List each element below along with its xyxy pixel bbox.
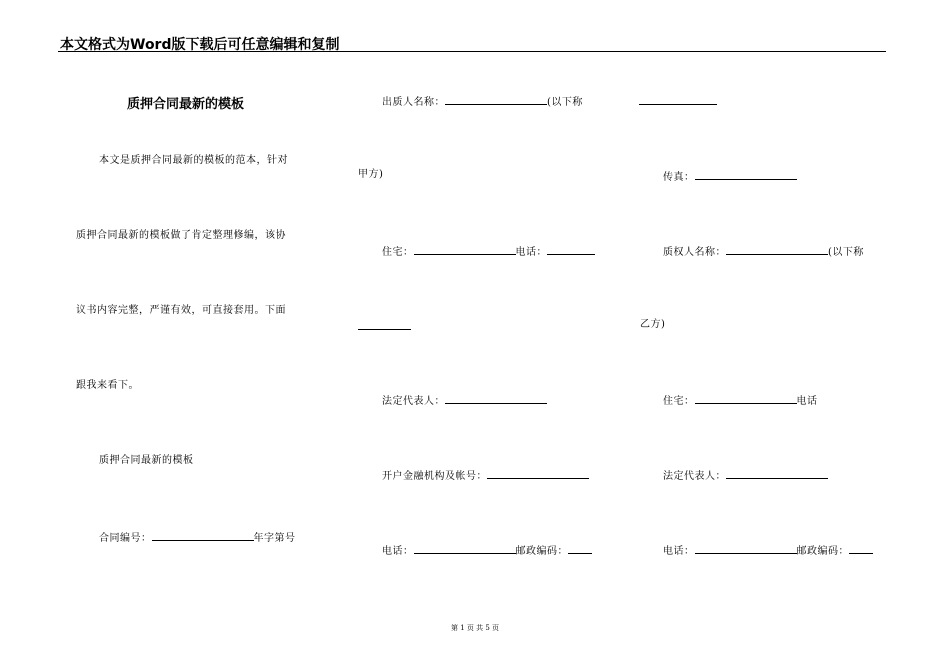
- intro-line-4: 跟我来看下。: [76, 380, 139, 391]
- pledgee-name-label: 质权人名称：: [663, 247, 726, 258]
- pledgee-residence-field: [663, 393, 818, 408]
- phone-blank: [547, 244, 595, 255]
- postcode-blank: [568, 543, 592, 554]
- pledgee-phone-field: [663, 543, 873, 558]
- residence-blank: [695, 393, 797, 404]
- pledgor-phone-field: [382, 543, 592, 558]
- pledgee-legal-rep-field: [663, 468, 828, 483]
- pledgor-name-label: 出质人名称：: [382, 97, 445, 108]
- legal-rep-blank: [726, 468, 828, 479]
- phone-blank: [695, 543, 797, 554]
- residence-phone-suffix: 电话: [796, 396, 818, 407]
- pledgor-legal-rep-field: [382, 393, 547, 408]
- pledgee-name-blank: [726, 244, 828, 255]
- contract-number-label: 合同编号：: [99, 533, 152, 544]
- header-title: 本文格式为Word版下载后可任意编辑和复制: [60, 37, 340, 53]
- intro-line-2: 质押合同最新的模板做了肯定整理修编，该协: [76, 230, 286, 241]
- phone-label: 电话：: [382, 546, 414, 557]
- page-footer: 第 1 页 共 5 页: [450, 624, 500, 632]
- pledgor-name-field: [382, 94, 583, 109]
- legal-rep-label: 法定代表人：: [663, 471, 726, 482]
- header-divider: [58, 51, 886, 52]
- phone-label: 电话：: [515, 247, 547, 258]
- contract-number-suffix: 年字第号: [253, 533, 296, 544]
- party-b-label: 乙方): [640, 319, 666, 330]
- postcode-blank: [849, 543, 873, 554]
- pledgor-name-blank: [445, 94, 547, 105]
- contract-number-field: [99, 530, 296, 545]
- intro-line-1: 本文是质押合同最新的模板的范本，针对: [99, 155, 288, 166]
- bank-account-blank: [487, 468, 589, 479]
- fax-blank: [695, 169, 797, 180]
- continuation-blank: [358, 329, 411, 330]
- postcode-label: 邮政编码：: [515, 546, 568, 557]
- residence-label: 住宅：: [663, 396, 695, 407]
- document-title: 质押合同最新的模板: [127, 97, 245, 112]
- phone-label: 电话：: [663, 546, 695, 557]
- subtitle: 质押合同最新的模板: [99, 455, 194, 466]
- pledgor-name-continuation-blank: [639, 104, 717, 105]
- residence-label: 住宅：: [382, 247, 414, 258]
- fax-label: 传真：: [663, 172, 695, 183]
- intro-line-3: 议书内容完整，严谨有效，可直接套用。下面: [76, 305, 286, 316]
- pledgor-residence-field: [382, 244, 595, 259]
- pledgor-name-suffix: (以下称: [547, 97, 583, 108]
- contract-number-blank: [152, 530, 254, 541]
- bank-account-label: 开户金融机构及帐号：: [382, 471, 487, 482]
- phone-blank: [414, 543, 516, 554]
- postcode-label: 邮政编码：: [796, 546, 849, 557]
- legal-rep-blank: [445, 393, 547, 404]
- pledgee-name-field: [663, 244, 864, 259]
- residence-blank: [414, 244, 516, 255]
- fax-field: [663, 169, 797, 184]
- pledgee-name-suffix: (以下称: [828, 247, 864, 258]
- bank-account-field: [382, 468, 589, 483]
- party-a-label: 甲方): [358, 169, 384, 180]
- legal-rep-label: 法定代表人：: [382, 396, 445, 407]
